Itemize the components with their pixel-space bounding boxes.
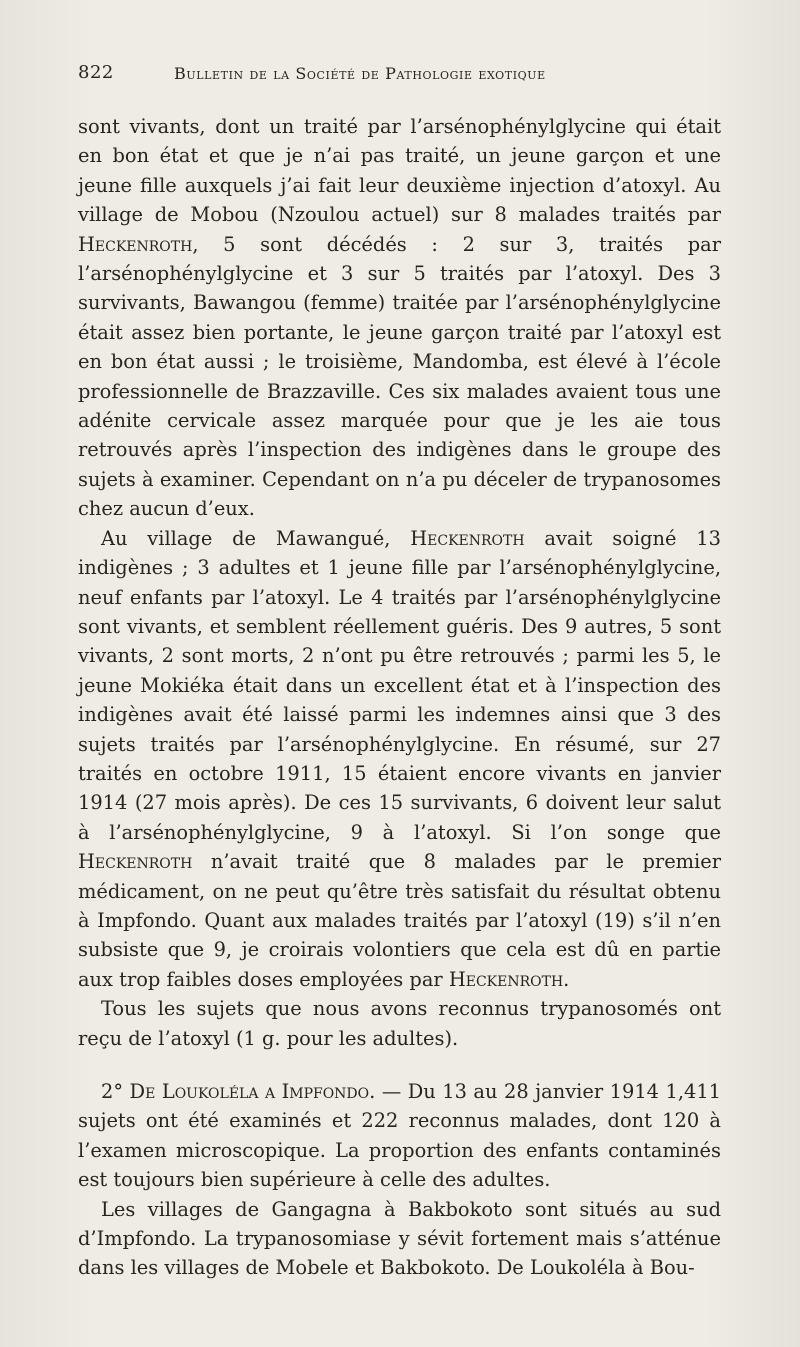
small-caps-text: De Loukoléla a Impfondo. (129, 1080, 376, 1103)
page-header (78, 62, 728, 88)
paragraph-text: avait soigné 13 indigènes ; 3 adultes et 1 jeune fille par l’arsénophénylglycine, neuf enfants par l’atoxyl. Le 4 traités par l’arsénophénylglycine sont vivants, et semblent réellement guéris. Des 9 autres, 5 sont vivants, 2 sont morts, 2 n’ont pu être retrouvés ; parmi les 5, le jeune Mokiéka était dans un excellent état et à l’inspection des indigènes avait été laissé parmi les indemnes ainsi que 3 des sujets traités par l’arsénophénylglycine. En résumé, sur 27 traités en octobre 1911, 15 étaient encore vivants en janvier 1914 (27 mois après). De ces 15 survivants, 6 doivent leur salut à l’arsénophénylglycine, 9 à l’atoxyl. Si l’on songe que (78, 526, 721, 844)
paragraph-text: 2° (101, 1080, 130, 1103)
paragraph-text: — Du 13 au 28 janvier 1914 1,411 sujets ont été examinés et 222 reconnus malades, dont 120 à l’examen microscopique. La proportion des enfants contaminés est toujours bien supérieure à celle des adultes. (78, 1080, 722, 1192)
paragraph-text: . (563, 967, 570, 991)
paragraph (78, 112, 721, 524)
paragraph-text: Au village de Mawangué, (101, 526, 411, 550)
paragraph-text: , 5 sont décédés : 2 sur 3, traités par l’arsénophénylglycine et 3 sur 5 traités par l’atoxyl. Des 3 survivants, Bawangou (femme) traitée par l’arsénophénylglycine était assez bien portante, le jeune garçon traité par l’atoxyl est en bon état aussi ; le troisième, Mandomba, est élevé à l’école professionnelle de Brazzaville. Ces six malades avaient tous une adénite cervicale assez marquée pour que je les aie tous retrouvés après l’inspection des indigènes dans le groupe des sujets à examiner. Cependant on n’a pu déceler de trypanosomes chez aucun d’eux. (78, 232, 721, 521)
paragraph-text: Les villages de Gangagna à Bakbokoto sont situés au sud d’Impfondo. La trypanosomiase y sévit fortement mais s’atténue dans les villages de Mobele et Bakbokoto. De Loukoléla à Bou- (78, 1197, 721, 1280)
small-caps-text: Heckenroth (78, 232, 193, 256)
small-caps-text: Heckenroth (78, 850, 193, 874)
paragraph-text: Tous les sujets que nous avons reconnus trypanosomés ont reçu de l’atoxyl (1 g. pour les adultes). (78, 997, 721, 1050)
small-caps-text: Heckenroth (448, 967, 564, 991)
paragraph (78, 524, 721, 995)
article-body (78, 112, 721, 1283)
paragraph (78, 1195, 721, 1283)
paragraph (78, 994, 721, 1053)
small-caps-text: Heckenroth (410, 526, 525, 550)
paragraph-text: sont vivants, dont un traité par l’arsénophénylglycine qui était en bon état et que je n’ai pas traité, un jeune garçon et une jeune fille auxquels j’ai fait leur deuxième injection d’atoxyl. Au village de Mobou (Nzoulou actuel) sur 8 malades traités par (78, 115, 721, 227)
paragraph-text: n’avait traité que 8 malades par le premier médicament, on ne peut qu’être très satisfait du résultat obtenu à Impfondo. Quant aux malades traités par l’atoxyl (19) s’il n’en subsiste que 9, je croirais volontiers que cela est dû en partie aux trop faibles doses employées par (78, 850, 721, 991)
running-title: Bulletin de la Société de Pathologie exotique (174, 64, 546, 83)
page-number: 822 (78, 62, 114, 83)
section-gap (78, 1053, 721, 1077)
paragraph (78, 1077, 721, 1195)
